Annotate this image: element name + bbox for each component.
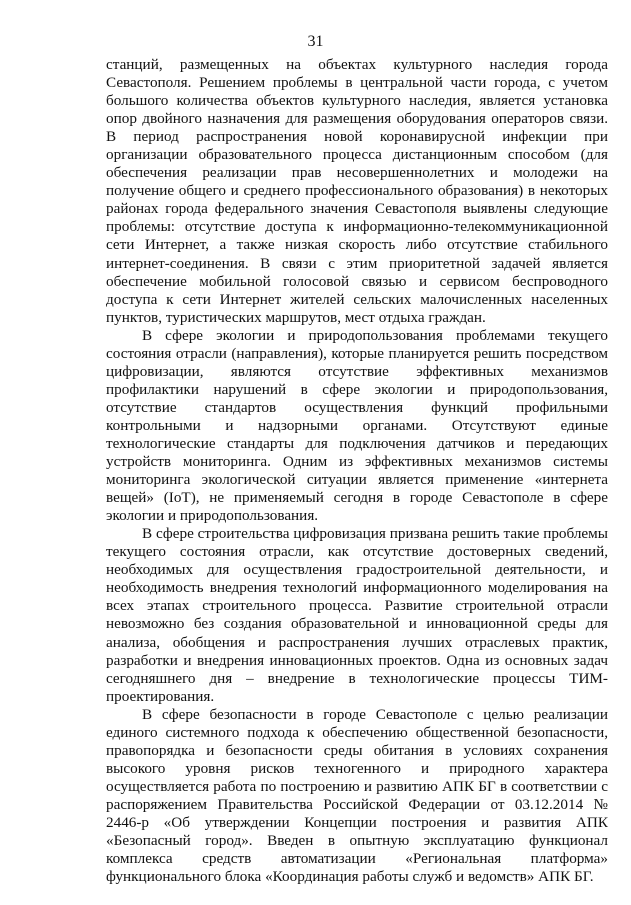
paragraph-communications: станций, размещенных на объектах культурного наследия города Севастополя. Решением проблемы в центральной части города, с учетом большого количества объектов культурного наследия, является установка опор двойного назначения для размещения оборудования операторов связи. В период распространения новой коронавирусной инфекции при организации образовательного процесса дистанционным способом (для обеспечения реализации прав несовершеннолетних и молодежи на получение общего и среднего профессионального образования) в некоторых районах города федерального значения Севастополя выявлены следующие проблемы: отсутствие доступа к информационно-телекоммуникационной сети Интернет, а также низкая скорость либо отсутствие стабильного интернет-соединения. В связи с этим приоритетной задачей является обеспечение мобильной голосовой связью и сервисом беспроводного доступа к сети Интернет жителей сельских малочисленных населенных пунктов, туристических маршрутов, мест отдыха граждан. [106, 56, 608, 326]
paragraph-security: В сфере безопасности в городе Севастополе с целью реализации единого системного подхода к обеспечению общественной безопасности, правопорядка и безопасности среды обитания в условиях сохранения высокого уровня рисков техногенного и природного характера осуществляется работа по построению и развитию АПК БГ в соответствии с распоряжением Правительства Российской Федерации от 03.12.2014 № 2446-р «Об утверждении Концепции построения и развития АПК «Безопасный город». Введен в опытную эксплуатацию функционал комплекса средств автоматизации «Региональная платформа» функционального блока «Координация работы служб и ведомств» АПК БГ. [106, 705, 608, 886]
page-body [106, 56, 608, 886]
paragraph-construction: В сфере строительства цифровизация призвана решить такие проблемы текущего состояния отрасли, как отсутствие достоверных сведений, необходимых для осуществления градостроительной деятельности, и необходимость внедрения технологий информационного моделирования на всех этапах строительного процесса. Развитие строительной отрасли невозможно без создания образовательной и инновационной среды для анализа, обобщения и распространения лучших отраслевых практик, разработки и внедрения инновационных проектов. Одна из основных задач сегодняшнего дня – внедрение в технологические процессы ТИМ-проектирования. [106, 525, 608, 705]
page-number: 31 [307, 33, 324, 50]
paragraph-ecology: В сфере экологии и природопользования проблемами текущего состояния отрасли (направления), которые планируется решить посредством цифровизации, являются отсутствие эффективных механизмов профилактики нарушений в сфере экологии и природопользования, отсутствие стандартов осуществления функций профильными контрольными и надзорными органами. Отсутствуют единые технологические стандарты для подключения датчиков и передающих устройств мониторинга. Одним из эффективных механизмов системы мониторинга экологической ситуации является применение «интернета вещей» (IoT), не применяемый сегодня в городе Севастополе в сфере экологии и природопользования. [106, 326, 608, 525]
